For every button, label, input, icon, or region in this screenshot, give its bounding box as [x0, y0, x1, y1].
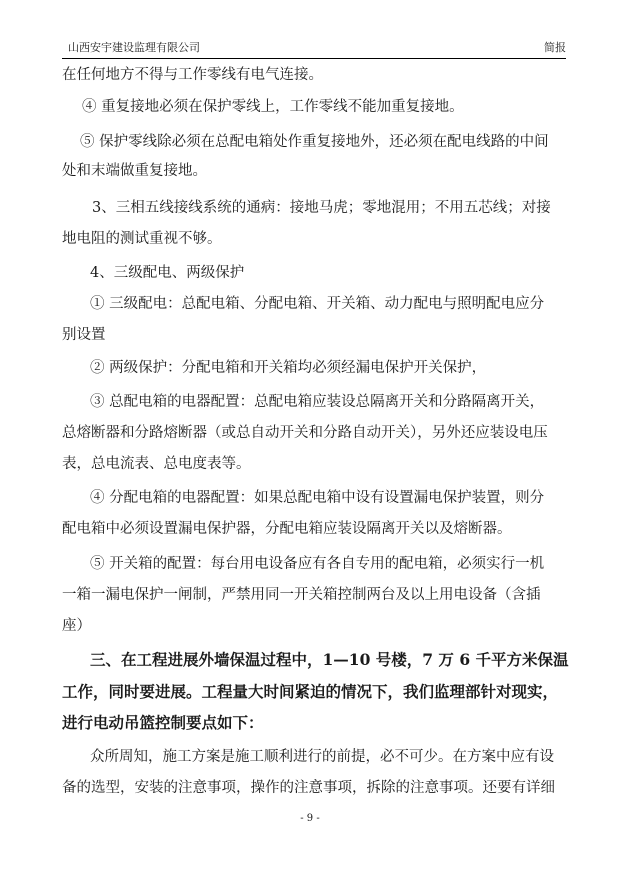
text-line: ③ 总配电箱的电器配置：总配电箱应装设总隔离开关和分路隔离开关， — [90, 394, 545, 410]
text-line: 一箱一漏电保护一闸制，严禁用同一开关箱控制两台及以上用电设备（含插 — [62, 587, 541, 603]
text-line: 座） — [62, 618, 91, 634]
section-heading-line: 进行电动吊篮控制要点如下： — [62, 713, 264, 732]
text-line: 别设置 — [62, 327, 106, 343]
text-line: ② 两级保护：分配电箱和开关箱均必须经漏电保护开关保护， — [90, 360, 487, 376]
text-line: 配电箱中必须设置漏电保护器，分配电箱应装设隔离开关以及熔断器。 — [62, 521, 512, 537]
text-line: 地电阻的测试重视不够。 — [62, 231, 222, 247]
text-line: ④ 重复接地必须在保护零线上，工作零线不能加重复接地。 — [82, 99, 464, 115]
text-line: 备的选型，安装的注意事项，操作的注意事项，拆除的注意事项。还要有详细 — [62, 780, 555, 796]
text-line: 众所周知，施工方案是施工顺利进行的前提，必不可少。在方案中应有设 — [90, 749, 554, 765]
page-number: - 9 - — [300, 813, 320, 824]
section-heading-line: 三、在工程进展外墙保温过程中，1—10 号楼，7 万 6 千平方米保温 — [90, 650, 569, 669]
section-heading-line: 工作，同时要进展。工程量大时间紧迫的情况下，我们监理部针对现实， — [62, 682, 559, 701]
text-line: 3、三相五线接线系统的通病：接地马虎；零地混用；不用五芯线；对接 — [92, 200, 551, 216]
company-name: 山西安宇建设监理有限公司 — [68, 41, 200, 54]
text-line: ⑤ 保护零线除必须在总配电箱处作重复接地外，还必须在配电线路的中间 — [80, 134, 549, 150]
text-line: 4、三级配电、两级保护 — [90, 265, 245, 281]
text-line: 表，总电流表、总电度表等。 — [62, 456, 251, 472]
text-line: 处和末端做重复接地。 — [62, 163, 207, 179]
text-line: 在任何地方不得与工作零线有电气连接。 — [62, 67, 323, 83]
page-header — [62, 40, 566, 59]
text-line: ① 三级配电：总配电箱、分配电箱、开关箱、动力配电与照明配电应分 — [90, 296, 545, 312]
text-line: 总熔断器和分路熔断器（或总自动开关和分路自动开关），另外还应装设电压 — [62, 425, 548, 441]
document-type: 简报 — [544, 41, 566, 54]
text-line: ⑤ 开关箱的配置：每台用电设备应有各自专用的配电箱，必须实行一机 — [90, 556, 545, 572]
text-line: ④ 分配电箱的电器配置：如果总配电箱中设有设置漏电保护装置，则分 — [90, 490, 545, 506]
